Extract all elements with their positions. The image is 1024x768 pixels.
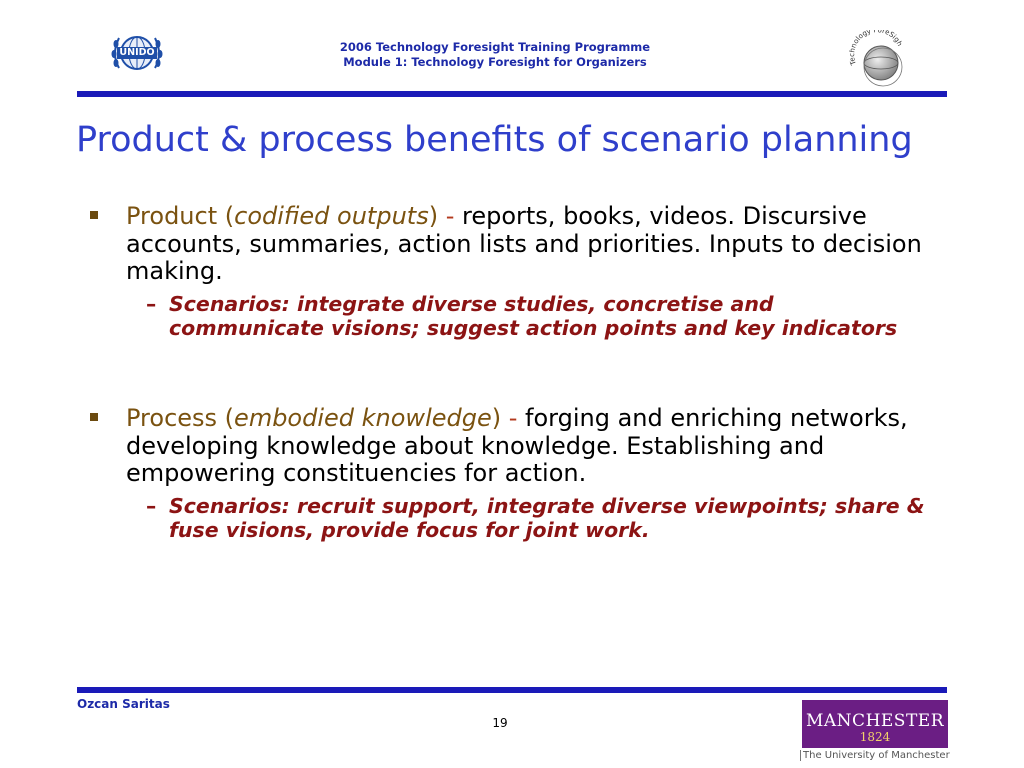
foresight-logo-text: Technology ForeSigh [848, 30, 904, 67]
header-text [270, 40, 720, 70]
bullet-term-italic: embodied knowledge [234, 404, 492, 432]
bullet-description: forging and enriching networks, developing knowledge about knowledge. Establishing and empowering constituencies for action. [126, 404, 908, 487]
manchester-logo-year: 1824 [859, 730, 891, 744]
manchester-logo-word: MANCHESTER [806, 711, 944, 731]
slide-title: Product & process benefits of scenario planning [76, 120, 913, 160]
bullet-main-text [90, 203, 930, 286]
bullet-term-suffix: ) [491, 404, 502, 432]
author-name: Ozcan Saritas [77, 697, 170, 711]
bullet-term-suffix: ) [428, 202, 439, 230]
sub-bullet-dash: – [146, 291, 157, 316]
sub-bullet-product [90, 292, 930, 341]
bullet-term-prefix: Process ( [126, 404, 235, 432]
bullet-dash: - [438, 202, 462, 230]
sub-bullet-dash: – [146, 493, 157, 518]
university-name: The University of Manchester [800, 750, 953, 761]
unido-logo-text: UNIDO [119, 47, 155, 58]
bullet-term-prefix: Product ( [126, 202, 235, 230]
bullet-process [90, 405, 930, 543]
manchester-logo [802, 700, 948, 748]
header-line-1: 2006 Technology Foresight Training Programme [339, 40, 651, 54]
footer-divider [77, 687, 947, 693]
square-bullet-icon [90, 211, 98, 219]
header-divider [77, 91, 947, 97]
unido-logo [107, 28, 167, 82]
header-line-2: Module 1: Technology Foresight for Organizers [343, 55, 647, 69]
sub-bullet-process [90, 494, 930, 543]
bullet-main-text [90, 405, 930, 488]
foresight-logo [848, 30, 908, 88]
sub-bullet-text: Scenarios: recruit support, integrate diverse viewpoints; share & fuse visions, provide focus for joint work. [169, 493, 925, 542]
bullet-term-italic: codified outputs [234, 202, 429, 230]
bullet-description: reports, books, videos. Discursive accounts, summaries, action lists and priorities. Inputs to decision making. [126, 202, 922, 285]
sub-bullet-text: Scenarios: integrate diverse studies, concretise and communicate visions; suggest action points and key indicators [169, 291, 898, 340]
bullet-product [90, 203, 930, 341]
square-bullet-icon [90, 413, 98, 421]
bullet-dash: - [501, 404, 526, 432]
page-number: 19 [492, 716, 508, 730]
